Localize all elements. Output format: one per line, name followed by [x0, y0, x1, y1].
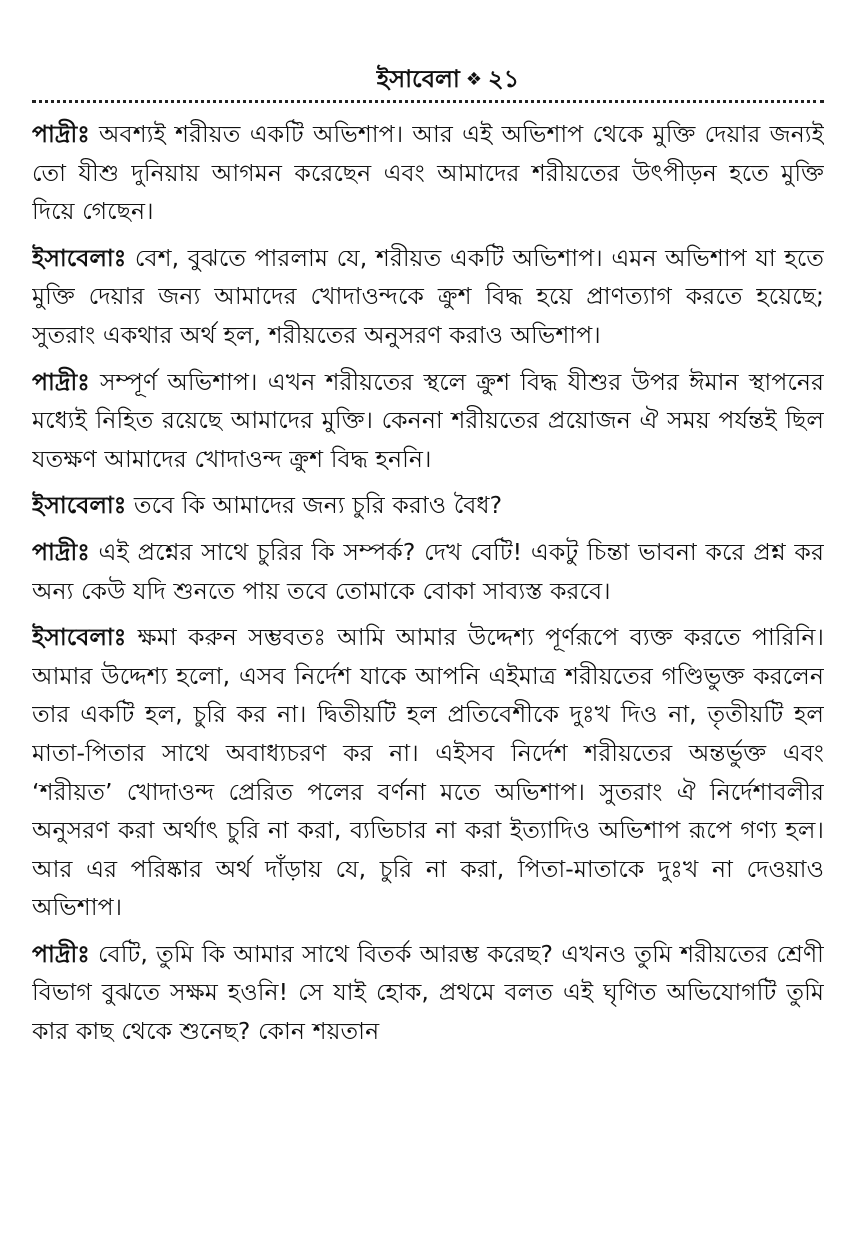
speaker-label: ইসাবেলাঃ [32, 243, 127, 272]
speaker-label: পাদ্রীঃ [32, 537, 90, 566]
dialogue-paragraph [32, 115, 824, 231]
page-number: ২১ [488, 65, 520, 93]
speaker-label: পাদ্রীঃ [32, 939, 90, 968]
speaker-label: ইসাবেলাঃ [32, 491, 127, 520]
paragraph-text: বেটি, তুমি কি আমার সাথে বিতর্ক আরম্ভ করেছ? এখনও তুমি শরীয়তের শ্রেণী বিভাগ বুঝতে সক্ষম হওনি! সে যাই হোক, প্রথমে বলত এই ঘৃণিত অভিযোগটি তুমি কার কাছ থেকে শুনেছ? কোন শয়তান [32, 939, 824, 1046]
dialogue-paragraph [32, 618, 824, 927]
dialogue-paragraph [32, 533, 824, 610]
paragraph-text: অবশ্যই শরীয়ত একটি অভিশাপ। আর এই অভিশাপ থেকে মুক্তি দেয়ার জন্যই তো যীশু দুনিয়ায় আগমন করেছেন এবং আমাদের শরীয়তের উৎপীড়ন হতে মুক্তি দিয়ে গেছেন। [32, 120, 824, 226]
dotted-header-rule [32, 100, 824, 103]
paragraph-text: তবে কি আমাদের জন্য চুরি করাও বৈধ? [126, 491, 503, 520]
dialogue-paragraph [32, 363, 824, 479]
dialogue-paragraph [32, 239, 824, 355]
book-page [32, 62, 824, 1252]
paragraph-text: সম্পূর্ণ অভিশাপ। এখন শরীয়তের স্থলে ক্রুশ বিদ্ধ যীশুর উপর ঈমান স্থাপনের মধ্যেই নিহিত রয়েছে আমাদের মুক্তি। কেননা শরীয়তের প্রয়োজন ঐ সময় পর্যন্তই ছিল যতক্ষণ আমাদের খোদাওন্দ ক্রুশ বিদ্ধ হননি। [32, 367, 824, 473]
speaker-label: ইসাবেলাঃ [32, 623, 127, 652]
paragraph-text: বেশ, বুঝতে পারলাম যে, শরীয়ত একটি অভিশাপ। এমন অভিশাপ যা হতে মুক্তি দেয়ার জন্য আমাদের খোদাওন্দকে ক্রুশ বিদ্ধ হয়ে প্রাণত্যাগ করতে হয়েছে; সুতরাং একথার অর্থ হল, শরীয়তের অনুসরণ করাও অভিশাপ। [32, 243, 824, 349]
dialogue-body [32, 115, 824, 1051]
ornament-separator: ❖ [465, 69, 483, 90]
running-header [72, 62, 824, 96]
dialogue-paragraph [32, 486, 824, 525]
paragraph-text: এই প্রশ্নের সাথে চুরির কি সম্পর্ক? দেখ বেটি! একটু চিন্তা ভাবনা করে প্রশ্ন কর অন্য কেউ যদি শুনতে পায় তবে তোমাকে বোকা সাব্যস্ত করবে। [32, 537, 824, 605]
book-title: ইসাবেলা [376, 65, 460, 93]
speaker-label: পাদ্রীঃ [32, 120, 90, 148]
paragraph-text: ক্ষমা করুন সম্ভবতঃ আমি আমার উদ্দেশ্য পূর্ণরূপে ব্যক্ত করতে পারিনি। আমার উদ্দেশ্য হলো, এসব নির্দেশ যাকে আপনি এইমাত্র শরীয়তের গণ্ডিভুক্ত করলেন তার একটি হল, চুরি কর না। দ্বিতীয়টি হল প্রতিবেশীকে দুঃখ দিও না, তৃতীয়টি হল মাতা-পিতার সাথে অবাধ্যচরণ কর না। এইসব নির্দেশ শরীয়তের অন্তর্ভুক্ত এবং ‘শরীয়ত’ খোদাওন্দ প্রেরিত পলের বর্ণনা মতে অভিশাপ। সুতরাং ঐ নির্দেশাবলীর অনুসরণ করা অর্থাৎ চুরি না করা, ব্যভিচার না করা ইত্যাদিও অভিশাপ রূপে গণ্য হল। আর এর পরিষ্কার অর্থ দাঁড়ায় যে, চুরি না করা, পিতা-মাতাকে দুঃখ না দেওয়াও অভিশাপ। [32, 623, 824, 922]
speaker-label: পাদ্রীঃ [32, 367, 90, 396]
dialogue-paragraph [32, 935, 824, 1051]
